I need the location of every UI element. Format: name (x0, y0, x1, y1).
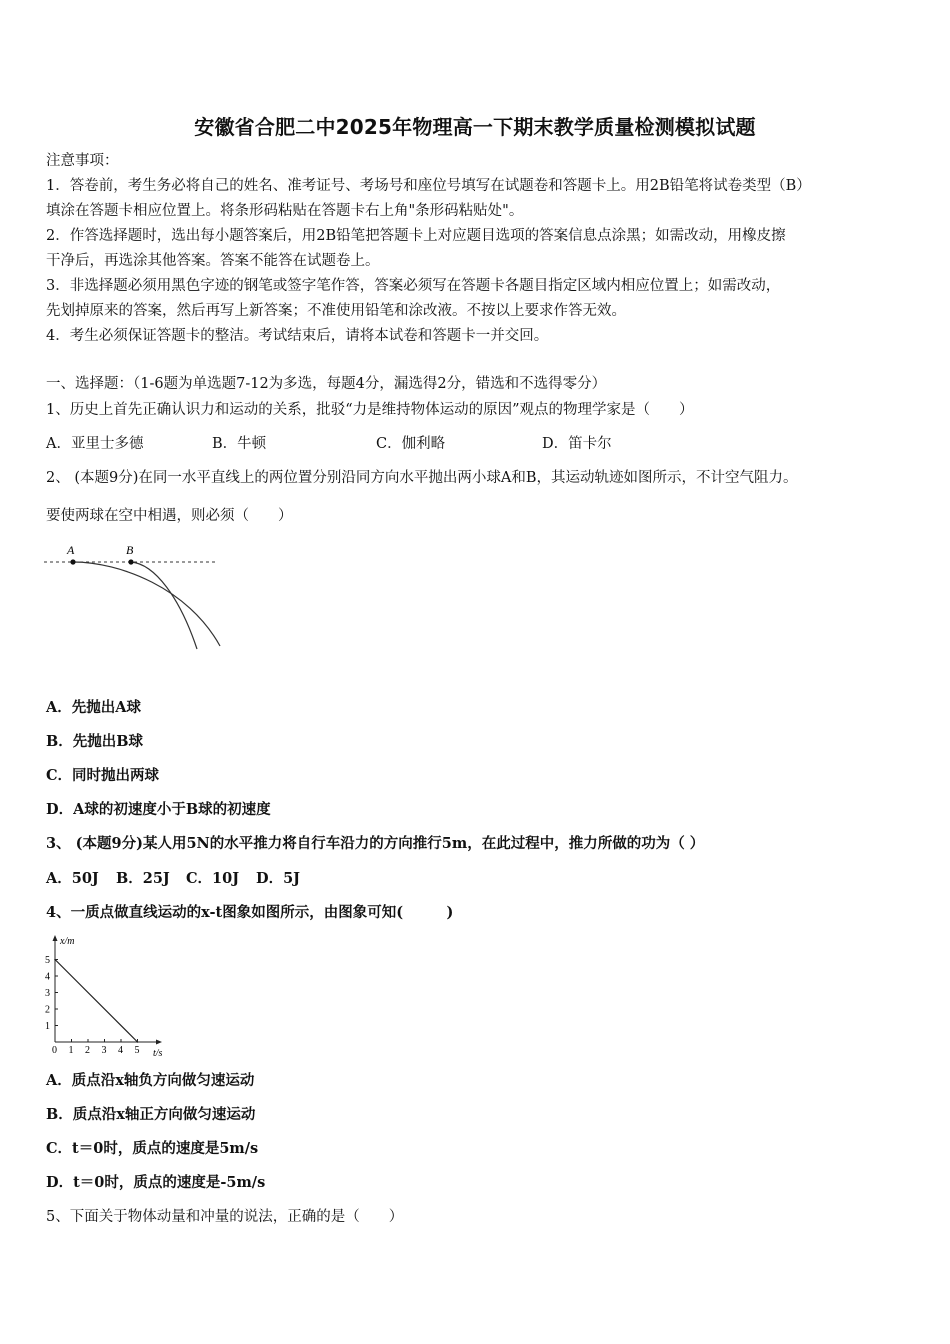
q1-option-d: D．笛卡尔 (542, 436, 612, 452)
notice-line: 填涂在答题卡相应位置上。将条形码粘贴在答题卡右上角"条形码粘贴处"。 (46, 203, 524, 219)
x-tick-label: 4 (118, 1045, 123, 1056)
q1-option-b: B．牛顿 (212, 436, 267, 452)
q4-stem: 4、一质点做直线运动的x-t图象如图所示，由图象可知( ) (46, 904, 454, 921)
y-axis-arrow (53, 935, 58, 941)
x-axis-label: t/s (153, 1048, 163, 1059)
data-point (54, 959, 56, 961)
notice-line: 4．考生必须保证答题卡的整洁。考试结束后，请将本试卷和答题卡一并交回。 (46, 328, 549, 344)
notice-line: 1．答卷前，考生务必将自己的姓名、准考证号、考场号和座位号填写在试题卷和答题卡上。用2B铅笔将试卷类型（B） (46, 178, 811, 194)
q2-option-c: C．同时抛出两球 (46, 767, 160, 784)
x-tick-label: 1 (68, 1045, 74, 1056)
label-a: A (67, 543, 75, 557)
q4-option-b: B．质点沿x轴正方向做匀速运动 (46, 1106, 256, 1123)
x-tick-label: 0 (52, 1045, 57, 1056)
q1-options (46, 434, 612, 454)
notice-heading: 注意事项： (46, 153, 119, 169)
y-axis-label: x/m (60, 936, 75, 947)
ball-a (70, 559, 75, 564)
notice-line: 2．作答选择题时，选出每小题答案后，用2B铅笔把答题卡上对应题目选项的答案信息点涂黑；如需改动，用橡皮擦 (46, 228, 786, 244)
q1-option-a: A．亚里士多德 (46, 436, 144, 452)
q4-option-d: D．t＝0时，质点的速度是-5m/s (46, 1174, 266, 1191)
q3-option-c: C．10J (186, 870, 240, 887)
notice-line: 3．非选择题必须用黑色字迹的钢笔或签字笔作答，答案必须写在答题卡各题目指定区域内相应位置上；如需改动， (46, 278, 781, 294)
q3-option-a: A．50J (46, 870, 99, 887)
q3-options (46, 869, 300, 889)
q2-trajectory-figure (40, 538, 230, 653)
y-tick-label: 3 (45, 988, 50, 999)
notice-line: 干净后，再选涂其他答案。答案不能答在试题卷上。 (46, 253, 380, 269)
q1-option-c: C．伽利略 (376, 436, 446, 452)
q4-option-a: A．质点沿x轴负方向做匀速运动 (46, 1072, 255, 1089)
x-tick-label: 3 (101, 1045, 107, 1056)
q3-option-b: B．25J (116, 870, 170, 887)
q2-option-a: A．先抛出A球 (46, 699, 142, 716)
q3-option-d: D．5J (256, 870, 301, 887)
data-point (137, 1041, 139, 1043)
section-heading: 一、选择题：（1-6题为单选题7-12为多选，每题4分，漏选得2分，错选和不选得零分） (46, 376, 607, 392)
y-tick-label: 4 (45, 971, 50, 983)
y-tick-label: 2 (45, 1004, 50, 1016)
trajectory-a (73, 562, 220, 646)
q2-stem-line2: 要使两球在空中相遇，则必须（ ） (46, 508, 293, 524)
ball-b (128, 559, 133, 564)
xt-graph (40, 930, 180, 1060)
x-tick-label: 2 (85, 1045, 90, 1056)
q2-stem-line1: 2、 (本题9分)在同一水平直线上的两位置分别沿同方向水平抛出两小球A和B，其运动轨迹如图所示，不计空气阻力。 (46, 470, 798, 486)
x-axis-arrow (156, 1040, 162, 1045)
q2-option-d: D．A球的初速度小于B球的初速度 (46, 801, 271, 818)
page-title: 安徽省合肥二中2025年物理高一下期末教学质量检测模拟试题 (194, 115, 756, 139)
data-line (55, 960, 138, 1043)
label-b: B (126, 543, 134, 557)
y-tick-label: 5 (45, 955, 50, 966)
q2-option-b: B．先抛出B球 (46, 733, 144, 750)
y-tick-label: 1 (45, 1021, 50, 1032)
q3-stem: 3、 (本题9分)某人用5N的水平推力将自行车沿力的方向推行5m，在此过程中，推力所做的功为（ ） (46, 835, 705, 852)
q4-option-c: C．t＝0时，质点的速度是5m/s (46, 1140, 259, 1157)
x-tick-label: 5 (134, 1045, 140, 1056)
notice-line: 先划掉原来的答案，然后再写上新答案；不准使用铅笔和涂改液。不按以上要求作答无效。 (46, 303, 626, 319)
q1-stem: 1、历史上首先正确认识力和运动的关系，批驳“力是维持物体运动的原因”观点的物理学家是（ ） (46, 402, 694, 418)
q5-stem: 5、下面关于物体动量和冲量的说法，正确的是（ ） (46, 1209, 404, 1225)
